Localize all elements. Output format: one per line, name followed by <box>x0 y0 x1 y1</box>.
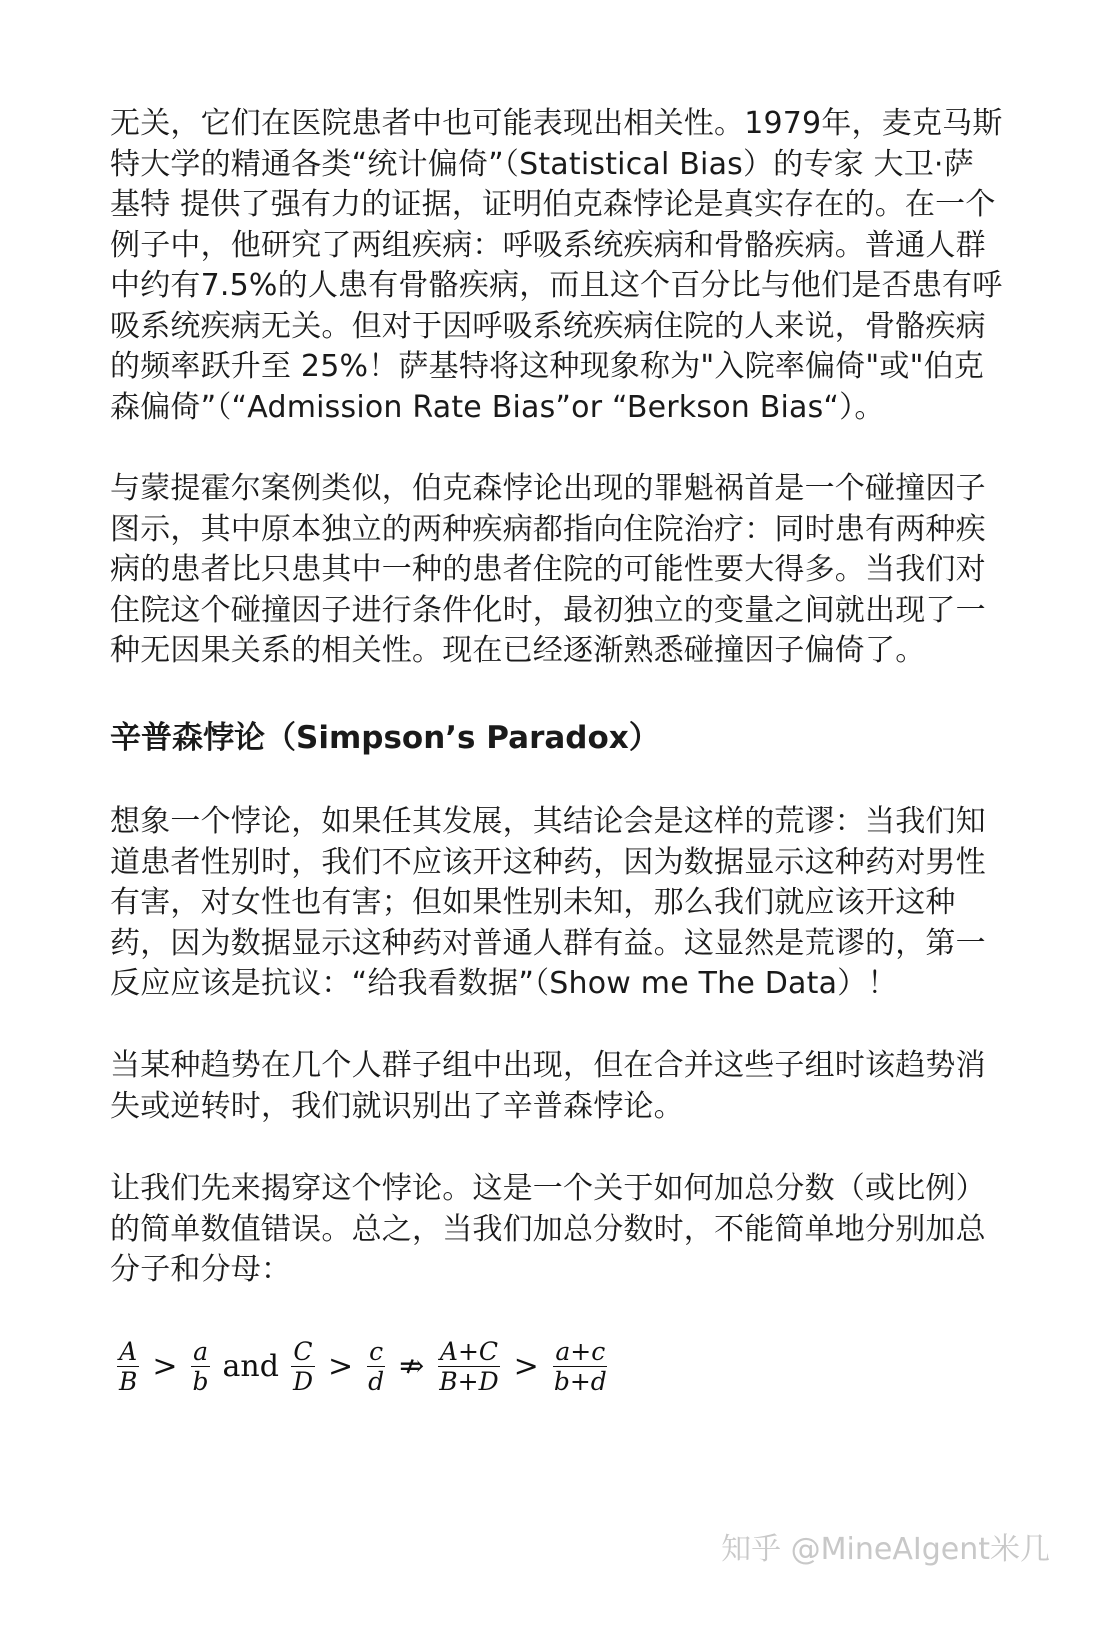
text-line: 的频率跃升至 25%！萨基特将这种现象称为"入院率偏倚"或"伯克 <box>110 349 985 384</box>
text-line: 例子中，他研究了两组疾病：呼吸系统疾病和骨骼疾病。普通人群 <box>110 227 986 263</box>
fraction-sum-uppercase <box>437 1336 500 1396</box>
fraction-c-over-d <box>366 1336 386 1396</box>
text-line: 住院这个碰撞因子进行条件化时，最初独立的变量之间就出现了一 <box>110 592 986 628</box>
greater-than-symbol: > <box>513 1348 539 1384</box>
greater-than-symbol: > <box>152 1348 178 1384</box>
denominator: D <box>292 1366 313 1396</box>
fraction-inequality-formula <box>117 1336 609 1396</box>
paragraph-paradox-definition <box>110 1046 990 1127</box>
numerator: a+c <box>555 1336 606 1366</box>
text-line: 反应应该是抗议：“给我看数据”（Show me The Data）！ <box>110 966 898 1001</box>
text-line: 失或逆转时，我们就识别出了辛普森悖论。 <box>110 1088 684 1124</box>
fraction-A-over-B <box>117 1336 139 1396</box>
section-heading-simpsons-paradox: 辛普森悖论（Simpson’s Paradox） <box>110 720 660 756</box>
text-line: 与蒙提霍尔案例类似，伯克森悖论出现的罪魁祸首是一个碰撞因子 <box>110 471 986 506</box>
text-line: 有害，对女性也有害；但如果性别未知，那么我们就应该开这种 <box>110 885 956 920</box>
numerator: A <box>119 1336 138 1366</box>
text-line: 当某种趋势在几个人群子组中出现，但在合并这些子组时该趋势消 <box>110 1048 986 1083</box>
numerator: c <box>369 1336 384 1366</box>
text-line: 特大学的精通各类“统计偏倚”（Statistical Bias）的专家 大卫·萨 <box>110 146 974 182</box>
text-line: 中约有7.5%的人患有骨骼疾病，而且这个百分比与他们是否患有呼 <box>110 268 1003 303</box>
fraction-a-over-b <box>191 1336 211 1396</box>
paragraph-berkson-evidence <box>110 104 1003 428</box>
and-word: and <box>222 1348 279 1384</box>
text-line: 道患者性别时，我们不应该开这种药，因为数据显示这种药对男性 <box>110 844 986 880</box>
text-line: 病的患者比只患其中一种的患者住院的可能性要大得多。当我们对 <box>110 552 986 587</box>
numerator: a <box>193 1336 208 1366</box>
denominator: b <box>192 1366 209 1396</box>
fraction-sum-lowercase <box>552 1336 609 1396</box>
text-line: 药，因为数据显示这种药对普通人群有益。这显然是荒谬的，第一 <box>110 925 986 961</box>
not-implies-symbol: ⇏ <box>399 1348 425 1384</box>
text-line: 无关，它们在医院患者中也可能表现出相关性。1979年，麦克马斯 <box>110 106 1003 141</box>
text-line: 森偏倚”（“Admission Rate Bias”or “Berkson Bias“）。 <box>110 389 885 425</box>
denominator: b+d <box>553 1366 607 1396</box>
text-line: 种无因果关系的相关性。现在已经逐渐熟悉碰撞因子偏倚了。 <box>110 633 926 668</box>
text-line: 让我们先来揭穿这个悖论。这是一个关于如何加总分数（或比例） <box>110 1171 986 1206</box>
text-line: 的简单数值错误。总之，当我们加总分数时，不能简单地分别加总 <box>110 1211 986 1247</box>
fraction-C-over-D <box>291 1336 315 1396</box>
text-line: 图示，其中原本独立的两种疾病都指向住院治疗：同时患有两种疾 <box>110 511 986 547</box>
numerator: C <box>293 1336 313 1366</box>
numerator: A+C <box>439 1336 499 1366</box>
paragraph-fraction-error <box>110 1169 990 1291</box>
text-line: 基特 提供了强有力的证据，证明伯克森悖论是真实存在的。在一个 <box>110 187 996 222</box>
denominator: d <box>368 1366 385 1396</box>
greater-than-symbol: > <box>328 1348 354 1384</box>
text-line: 分子和分母： <box>110 1252 292 1287</box>
paragraph-collider-explanation <box>110 469 990 672</box>
denominator: B+D <box>439 1366 499 1396</box>
text-line: 吸系统疾病无关。但对于因呼吸系统疾病住院的人来说，骨骼疾病 <box>110 308 986 344</box>
paragraph-paradox-intro <box>110 802 990 1005</box>
text-line: 想象一个悖论，如果任其发展，其结论会是这样的荒谬：当我们知 <box>110 804 986 839</box>
zhihu-watermark: 知乎 @MineAIgent米几 <box>721 1532 1050 1567</box>
denominator: B <box>119 1366 138 1396</box>
